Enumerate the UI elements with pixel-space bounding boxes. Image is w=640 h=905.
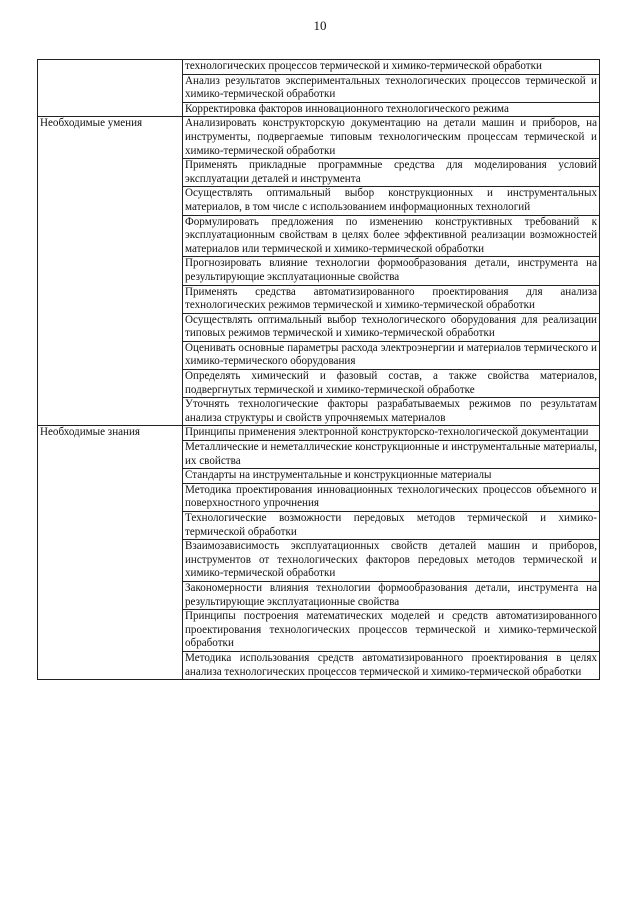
section-label: Необходимые знания [38,426,183,680]
requirement-item: Методика использования средств автоматизированного проектирования в целях анализа технологических процессов термической и химико-термической обработки [183,651,600,679]
requirement-item: Взаимозависимость эксплуатационных свойств деталей машин и приборов, инструментов от технологических факторов передовых методов термической и химико-термической обработки [183,540,600,582]
requirement-item: Оценивать основные параметры расхода электроэнергии и материалов термического и химико-термического оборудования [183,341,600,369]
table-row [38,60,600,75]
requirement-item: Осуществлять оптимальный выбор технологического оборудования для реализации типовых режимов термической и химико-термической обработки [183,313,600,341]
requirement-item: Технологические возможности передовых методов термической и химико-термической обработки [183,512,600,540]
requirements-table [37,59,600,680]
requirement-item: Принципы применения электронной конструкторско-технологической документации [183,426,600,441]
table-row [38,426,600,441]
requirement-item: Стандарты на инструментальные и конструкционные материалы [183,469,600,484]
section-label: Необходимые умения [38,117,183,426]
requirement-item: Осуществлять оптимальный выбор конструкционных и инструментальных материалов, в том числе с использованием информационных технологий [183,187,600,215]
requirement-item: Анализ результатов экспериментальных технологических процессов термической и химико-термической обработки [183,74,600,102]
requirement-item: Корректировка факторов инновационного технологического режима [183,102,600,117]
requirement-item: Применять прикладные программные средства для моделирования условий эксплуатации деталей и инструмента [183,159,600,187]
requirement-item: технологических процессов термической и химико-термической обработки [183,60,600,75]
requirement-item: Анализировать конструкторскую документацию на детали машин и приборов, на инструменты, подвергаемые типовым технологическим процессам термической и химико-термической обработки [183,117,600,159]
requirement-item: Формулировать предложения по изменению конструктивных требований к эксплуатационным свойствам в целях более эффективной реализации возможностей материалов или термической и химико-термической обработки [183,215,600,257]
requirement-item: Принципы построения математических моделей и средств автоматизированного проектирования технологических процессов термической и химико-термической обработки [183,610,600,652]
requirement-item: Методика проектирования инновационных технологических процессов объемного и поверхностного упрочнения [183,483,600,511]
table-row [38,117,600,159]
requirement-item: Применять средства автоматизированного проектирования для анализа технологических режимов термической и химико-термической обработки [183,285,600,313]
requirements-table-body [38,60,600,680]
requirement-item: Закономерности влияния технологии формообразования детали, инструмента на результирующие эксплуатационные свойства [183,581,600,609]
section-label [38,60,183,117]
requirement-item: Уточнять технологические факторы разрабатываемых режимов по результатам анализа структуры и свойств упрочняемых материалов [183,398,600,426]
page-number: 10 [313,18,327,33]
requirement-item: Металлические и неметаллические конструкционные и инструментальные материалы, их свойства [183,441,600,469]
requirement-item: Определять химический и фазовый состав, а также свойства материалов, подвергнутых термической и химико-термической обработке [183,370,600,398]
requirement-item: Прогнозировать влияние технологии формообразования детали, инструмента на результирующие эксплуатационные свойства [183,257,600,285]
